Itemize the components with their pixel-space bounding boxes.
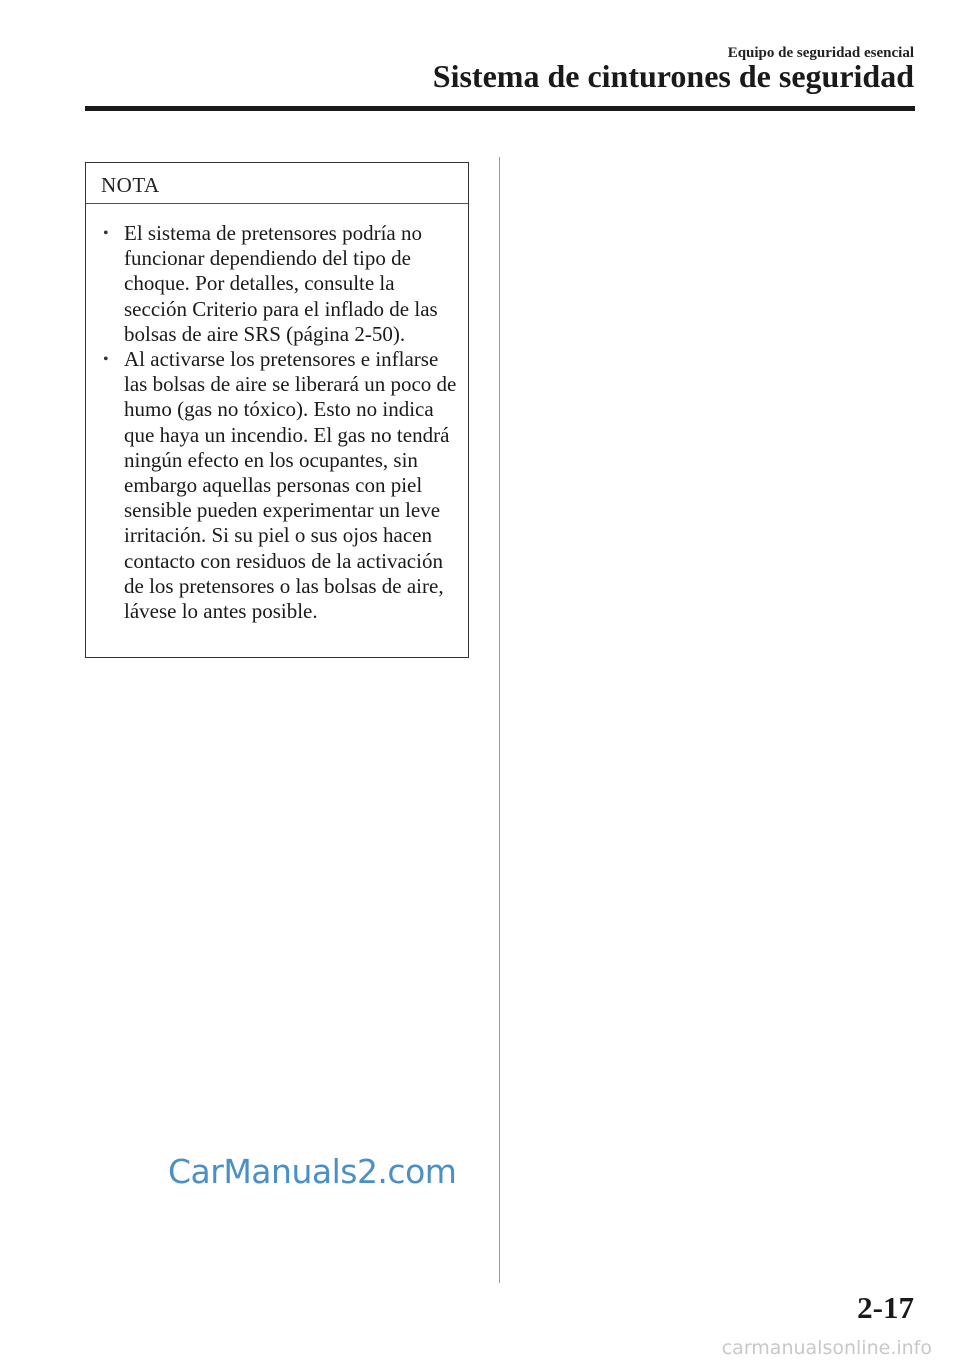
header-section-label: Equipo de seguridad esencial — [727, 45, 914, 61]
bullet-icon: • — [103, 225, 109, 242]
page-number: 2-17 — [857, 1290, 914, 1325]
watermark-logo: CarManuals2.com — [168, 1152, 457, 1191]
note-title: NOTA — [101, 173, 160, 197]
list-item — [100, 347, 462, 624]
note-list — [100, 221, 462, 624]
list-item-text: El sistema de pretensores podría no funcionar dependiendo del tipo de choque. Por detalles, consulte la sección Criterio para el inflado de las bolsas de aire SRS (página 2-50). — [124, 221, 438, 346]
list-item — [100, 221, 462, 347]
note-box — [85, 162, 469, 658]
note-divider — [86, 203, 468, 204]
footer-watermark: carmanualsonline.info — [721, 1337, 932, 1359]
header-rule — [85, 106, 915, 111]
page-title: Sistema de cinturones de seguridad — [432, 58, 914, 94]
list-item-text: Al activarse los pretensores e inflarse las bolsas de aire se liberará un poco de humo (gas no tóxico). Esto no indica que haya un incendio. El gas no tendrá ningún efecto en los ocupantes, sin embargo aquellas personas con piel sensible pueden experimentar un leve irritación. Si su piel o sus ojos hacen contacto con residuos de la activación de los pretensores o las bolsas de aire, lávese lo antes posible. — [124, 347, 457, 624]
bullet-icon: • — [103, 351, 109, 369]
column-divider — [499, 157, 500, 1283]
